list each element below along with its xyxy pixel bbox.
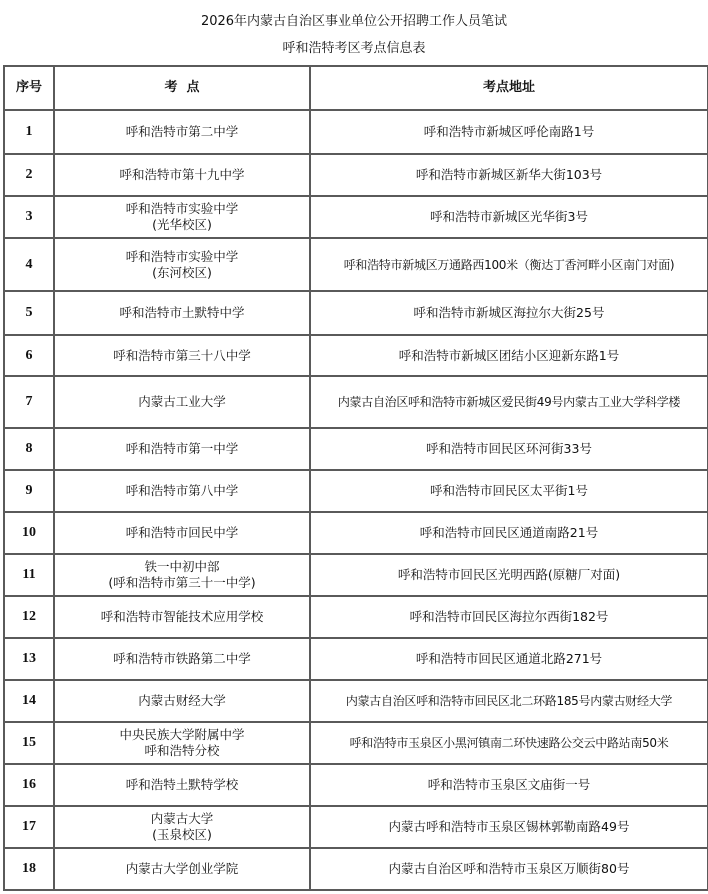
site-campus: (光华校区)	[152, 217, 212, 232]
site-address: 呼和浩特市玉泉区文庙街一号	[310, 764, 708, 806]
table-row	[4, 428, 708, 470]
table-row	[4, 110, 708, 154]
site-address: 内蒙古自治区呼和浩特市回民区北二环路185号内蒙古财经大学	[310, 680, 708, 722]
table-row	[4, 596, 708, 638]
table-row	[4, 470, 708, 512]
site-name: 呼和浩特土默特学校	[125, 777, 239, 792]
table-row	[4, 196, 708, 238]
site-name-cell	[54, 806, 310, 848]
site-campus: (呼和浩特市第三十一中学)	[108, 575, 256, 590]
site-name-cell	[54, 470, 310, 512]
row-index: 10	[4, 512, 54, 554]
table-row	[4, 764, 708, 806]
site-campus: 呼和浩特分校	[144, 743, 220, 758]
site-address: 呼和浩特市回民区光明西路(原糖厂对面)	[310, 554, 708, 596]
site-name-cell	[54, 512, 310, 554]
row-index: 7	[4, 376, 54, 428]
site-name: 内蒙古工业大学	[138, 394, 226, 409]
table-row	[4, 512, 708, 554]
site-name: 内蒙古财经大学	[138, 693, 226, 708]
site-name: 呼和浩特市土默特中学	[119, 305, 245, 320]
table-row	[4, 238, 708, 291]
row-index: 12	[4, 596, 54, 638]
table-row	[4, 680, 708, 722]
table-row	[4, 638, 708, 680]
site-name-cell	[54, 596, 310, 638]
site-campus: (玉泉校区)	[152, 827, 212, 842]
site-address: 呼和浩特市新城区海拉尔大街25号	[310, 291, 708, 335]
site-address: 呼和浩特市新城区万通路西100米（衡达丁香河畔小区南门对面)	[310, 238, 708, 291]
site-name-cell	[54, 196, 310, 238]
site-address: 呼和浩特市新城区呼伦南路1号	[310, 110, 708, 154]
row-index: 4	[4, 238, 54, 291]
site-address: 呼和浩特市新城区新华大街103号	[310, 154, 708, 196]
site-address: 内蒙古呼和浩特市玉泉区锡林郭勒南路49号	[310, 806, 708, 848]
site-address: 呼和浩特市回民区通道南路21号	[310, 512, 708, 554]
site-name: 呼和浩特市智能技术应用学校	[100, 609, 264, 624]
site-address: 呼和浩特市回民区环河街33号	[310, 428, 708, 470]
row-index: 8	[4, 428, 54, 470]
site-name-cell	[54, 848, 310, 890]
table-row	[4, 554, 708, 596]
site-address: 内蒙古自治区呼和浩特市新城区爱民街49号内蒙古工业大学科学楼	[310, 376, 708, 428]
table-row	[4, 154, 708, 196]
site-name: 内蒙古大学	[150, 811, 214, 826]
header-address: 考点地址	[310, 66, 708, 110]
site-address: 呼和浩特市回民区海拉尔西街182号	[310, 596, 708, 638]
site-name: 呼和浩特市实验中学	[125, 248, 239, 264]
site-name: 铁一中初中部	[144, 559, 220, 574]
row-index: 1	[4, 110, 54, 154]
header-site: 考 点	[54, 66, 310, 110]
row-index: 14	[4, 680, 54, 722]
table-row	[4, 376, 708, 428]
site-name: 呼和浩特市第十九中学	[119, 167, 245, 182]
row-index: 2	[4, 154, 54, 196]
row-index: 3	[4, 196, 54, 238]
row-index: 16	[4, 764, 54, 806]
site-name-cell	[54, 238, 310, 291]
document-title: 2026年内蒙古自治区事业单位公开招聘工作人员笔试	[200, 14, 508, 29]
site-name: 中央民族大学附属中学	[119, 727, 245, 742]
row-index: 5	[4, 291, 54, 335]
site-name: 内蒙古大学创业学院	[125, 861, 239, 876]
site-address: 呼和浩特市玉泉区小黑河镇南二环快速路公交云中路站南50米	[310, 722, 708, 764]
site-name-cell	[54, 428, 310, 470]
document-subtitle: 呼和浩特考区考点信息表	[282, 41, 426, 56]
site-name: 呼和浩特市第二中学	[125, 124, 239, 139]
site-name-cell	[54, 110, 310, 154]
site-address: 呼和浩特市新城区光华街3号	[310, 196, 708, 238]
site-name-cell	[54, 638, 310, 680]
site-name-cell	[54, 291, 310, 335]
row-index: 17	[4, 806, 54, 848]
row-index: 18	[4, 848, 54, 890]
table-row	[4, 335, 708, 376]
site-name: 呼和浩特市回民中学	[125, 525, 239, 540]
site-name-cell	[54, 764, 310, 806]
site-name-cell	[54, 154, 310, 196]
site-address: 呼和浩特市回民区太平街1号	[310, 470, 708, 512]
row-index: 9	[4, 470, 54, 512]
site-name-cell	[54, 680, 310, 722]
site-name-cell	[54, 722, 310, 764]
table-row	[4, 848, 708, 890]
row-index: 11	[4, 554, 54, 596]
site-name: 呼和浩特市实验中学	[125, 201, 239, 216]
row-index: 13	[4, 638, 54, 680]
site-campus: (东河校区)	[152, 264, 212, 280]
table-row	[4, 806, 708, 848]
site-address: 内蒙古自治区呼和浩特市玉泉区万顺街80号	[310, 848, 708, 890]
site-name-cell	[54, 335, 310, 376]
header-index: 序号	[4, 66, 54, 110]
table-header-row	[4, 66, 708, 110]
site-name: 呼和浩特市第一中学	[125, 441, 239, 456]
exam-site-table	[3, 65, 708, 891]
row-index: 15	[4, 722, 54, 764]
table-row	[4, 722, 708, 764]
site-name-cell	[54, 376, 310, 428]
site-name: 呼和浩特市铁路第二中学	[113, 651, 251, 666]
row-index: 6	[4, 335, 54, 376]
site-address: 呼和浩特市回民区通道北路271号	[310, 638, 708, 680]
site-name: 呼和浩特市第八中学	[125, 483, 239, 498]
table-row	[4, 291, 708, 335]
site-name-cell	[54, 554, 310, 596]
site-address: 呼和浩特市新城区团结小区迎新东路1号	[310, 335, 708, 376]
site-name: 呼和浩特市第三十八中学	[113, 347, 251, 363]
